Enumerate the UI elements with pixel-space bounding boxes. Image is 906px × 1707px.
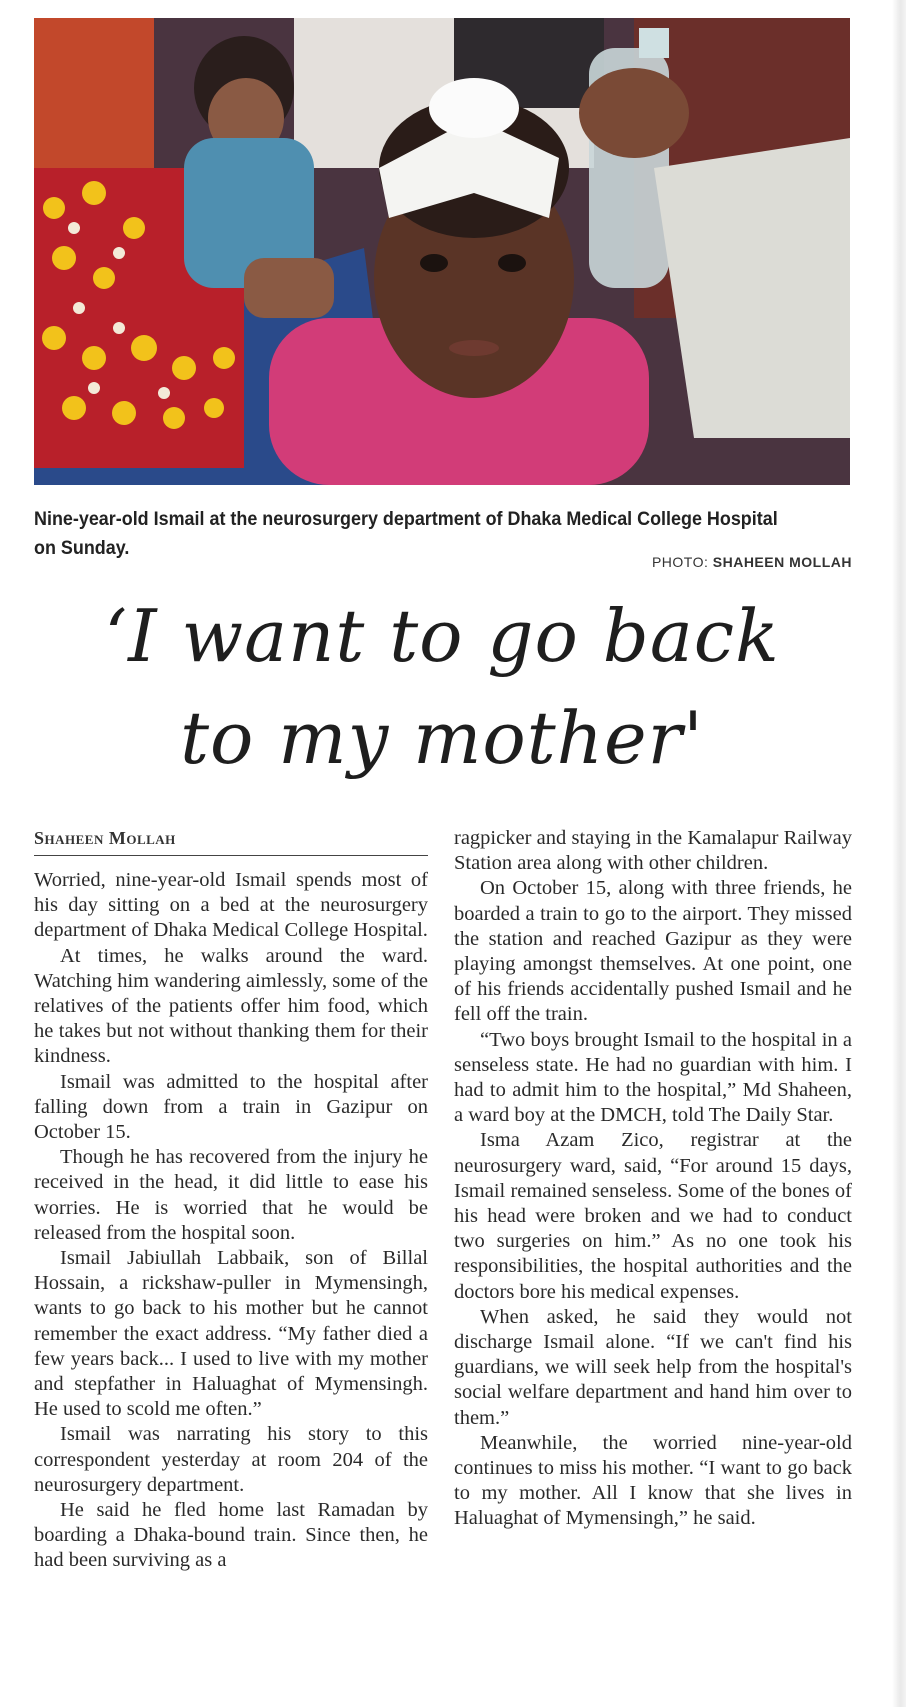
paragraph: Worried, nine-year-old Ismail spends most of his day sitting on a bed at the neurosurgery department of Dhaka Medical College Hospital. <box>34 869 428 942</box>
headline-line-2: to my mother' <box>180 696 704 780</box>
byline: Shaheen Mollah <box>34 828 428 856</box>
paragraph: At times, he walks around the ward. Watching him wandering aimlessly, some of the relatives of the patients offer him food, which he takes but not without thanking them for their kindness. <box>34 944 428 1068</box>
headline <box>34 585 850 789</box>
paragraph: “Two boys brought Ismail to the hospital in a senseless state. He had no guardian with him. I had to admit him to the hospital,” Md Shaheen, a ward boy at the DMCH, told The Daily Star. <box>454 1028 852 1127</box>
paragraph: Ismail was narrating his story to this correspondent yesterday at room 204 of the neurosurgery department. <box>34 1423 428 1496</box>
paragraph: Meanwhile, the worried nine-year-old continues to miss his mother. “I want to go back to my mother. All I know that she lives in Haluaghat of Mymensingh,” he said. <box>454 1431 852 1530</box>
paragraph: Ismail was admitted to the hospital after falling down from a train in Gazipur on October 15. <box>34 1070 428 1144</box>
news-photo <box>34 18 850 485</box>
paragraph: Isma Azam Zico, registrar at the neurosurgery ward, said, “For around 15 days, Ismail remained senseless. Some of the bones of his head were broken and we had to conduct two surgeries on him.” As no one took his responsibilities, the hospital authorities and the doctors bore his medical expenses. <box>454 1129 852 1303</box>
photo-credit <box>652 554 852 570</box>
paragraph: ragpicker and staying in the Kamalapur Railway Station area along with other children. <box>454 827 852 875</box>
paragraph: Ismail Jabiullah Labbaik, son of Billal Hossain, a rickshaw-puller in Mymensingh, wants to go back to his mother but he cannot remember the exact address. “My father died a few years back... I used to live with my mother and stepfather in Haluaghat of Mymensingh. He used to scold me often.” <box>34 1247 428 1421</box>
paragraph: Though he has recovered from the injury he received in the head, it did little to ease his worries. He is worried that he would be released from the hospital soon. <box>34 1146 428 1244</box>
paragraph: He said he fled home last Ramadan by boarding a Dhaka-bound train. Since then, he had been surviving as a <box>34 1499 428 1572</box>
paragraph: When asked, he said they would not discharge Ismail alone. “If we can't find his guardians, we will seek help from the hospital's social welfare department and hand him over to them.” <box>454 1305 852 1429</box>
headline-line-1: ‘I want to go back <box>104 594 780 678</box>
article-column-1 <box>34 868 428 1574</box>
credit-name: SHAHEEN MOLLAH <box>712 554 852 570</box>
article-column-2 <box>454 826 852 1532</box>
paragraph: On October 15, along with three friends, he boarded a train to go to the airport. They missed the station and reached Gazipur as they were playing amongst themselves. At one point, one of his friends accidentally pushed Ismail and he fell off the train. <box>454 877 852 1026</box>
page-edge-shadow <box>892 0 906 1707</box>
photo-caption: Nine-year-old Ismail at the neurosurgery department of Dhaka Medical College Hospital on Sunday. <box>34 508 778 559</box>
credit-label: PHOTO: <box>651 554 709 570</box>
